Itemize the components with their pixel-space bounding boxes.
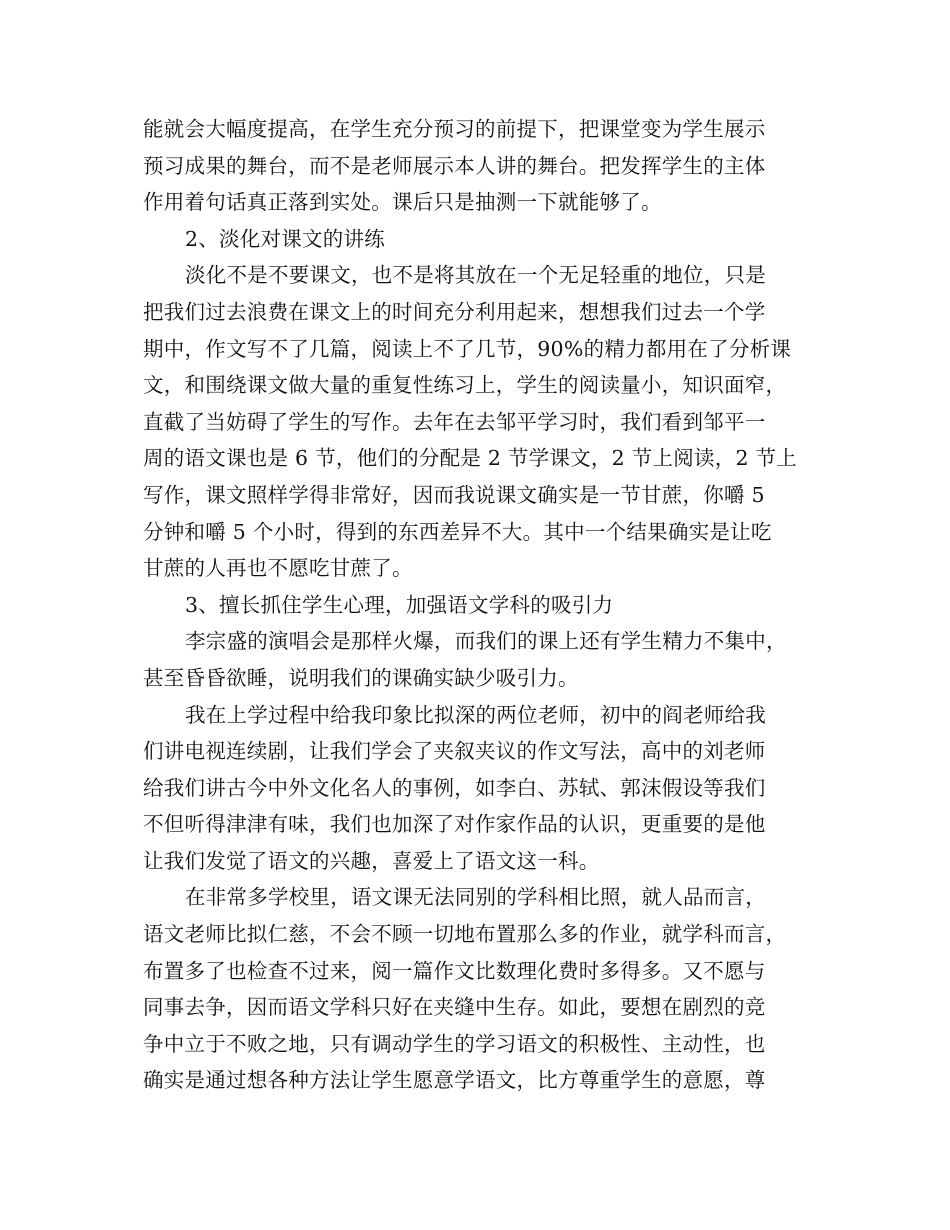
body-text-line: 给我们讲古今中外文化名人的事例，如李白、苏轼、郭沫假设等我们 [143,775,766,800]
body-text-line: 语文老师比拟仁慈，不会不顾一切地布置那么多的作业，就学科而言， [143,922,787,947]
body-text-line: 不但听得津津有味，我们也加深了对作家作品的认识，更重要的是他 [143,812,766,837]
body-text-line: 争中立于不败之地，只有调动学生的学习语文的积极性、主动性，也 [143,1031,766,1056]
body-text-line: 们讲电视连续剧，让我们学会了夹叙夹议的作文写法，高中的刘老师 [143,739,766,764]
section-heading-3: 3、擅长抓住学生心理，加强语文学科的吸引力 [185,592,614,617]
body-text-line: 写作，课文照样学得非常好，因而我说课文确实是一节甘蔗，你嚼 5 [143,482,765,507]
body-text-line: 周的语文课也是 6 节，他们的分配是 2 节学课文，2 节上阅读，2 节上 [143,446,798,471]
body-text-line: 甚至昏昏欲睡，说明我们的课确实缺少吸引力。 [143,665,579,690]
body-text-line: 确实是通过想各种方法让学生愿意学语文，比方尊重学生的意愿，尊 [143,1068,766,1093]
body-text-line: 布置多了也检查不过来，阅一篇作文比数理化费时多得多。又不愿与 [143,958,766,983]
body-text-line: 甘蔗的人再也不愿吃甘蔗了。 [143,556,413,581]
body-text-line: 在非常多学校里，语文课无法同别的学科相比照，就人品而言， [185,885,766,910]
body-text-line: 淡化不是不要课文，也不是将其放在一个无足轻重的地位，只是 [185,263,766,288]
section-heading-2: 2、淡化对课文的讲练 [185,226,386,251]
body-text-line: 直截了当妨碍了学生的写作。去年在去邹平学习时，我们看到邹平一 [143,409,766,434]
body-text-line: 分钟和嚼 5 个小时，得到的东西差异不大。其中一个结果确实是让吃 [143,519,772,544]
body-text-line: 把我们过去浪费在课文上的时间充分利用起来，想想我们过去一个学 [143,299,766,324]
body-text-line: 作用着句话真正落到实处。课后只是抽测一下就能够了。 [143,190,662,215]
body-text-line: 让我们发觉了语文的兴趣，喜爱上了语文这一科。 [143,848,600,873]
body-text-line: 同事去争，因而语文学科只好在夹缝中生存。如此，要想在剧烈的竞 [143,995,766,1020]
body-text-line: 预习成果的舞台，而不是老师展示本人讲的舞台。把发挥学生的主体 [143,153,766,178]
body-text-line: 文，和围绕课文做大量的重复性练习上，学生的阅读量小，知识面窄， [143,373,787,398]
body-text-line: 我在上学过程中给我印象比拟深的两位老师，初中的阎老师给我 [185,702,766,727]
body-text-line: 能就会大幅度提高，在学生充分预习的前提下，把课堂变为学生展示 [143,117,766,141]
body-text-line: 期中，作文写不了几篇，阅读上不了几节，90%的精力都用在了分析课 [143,336,792,361]
document-body [143,111,811,1099]
body-text-line: 李宗盛的演唱会是那样火爆，而我们的课上还有学生精力不集中， [185,629,787,654]
